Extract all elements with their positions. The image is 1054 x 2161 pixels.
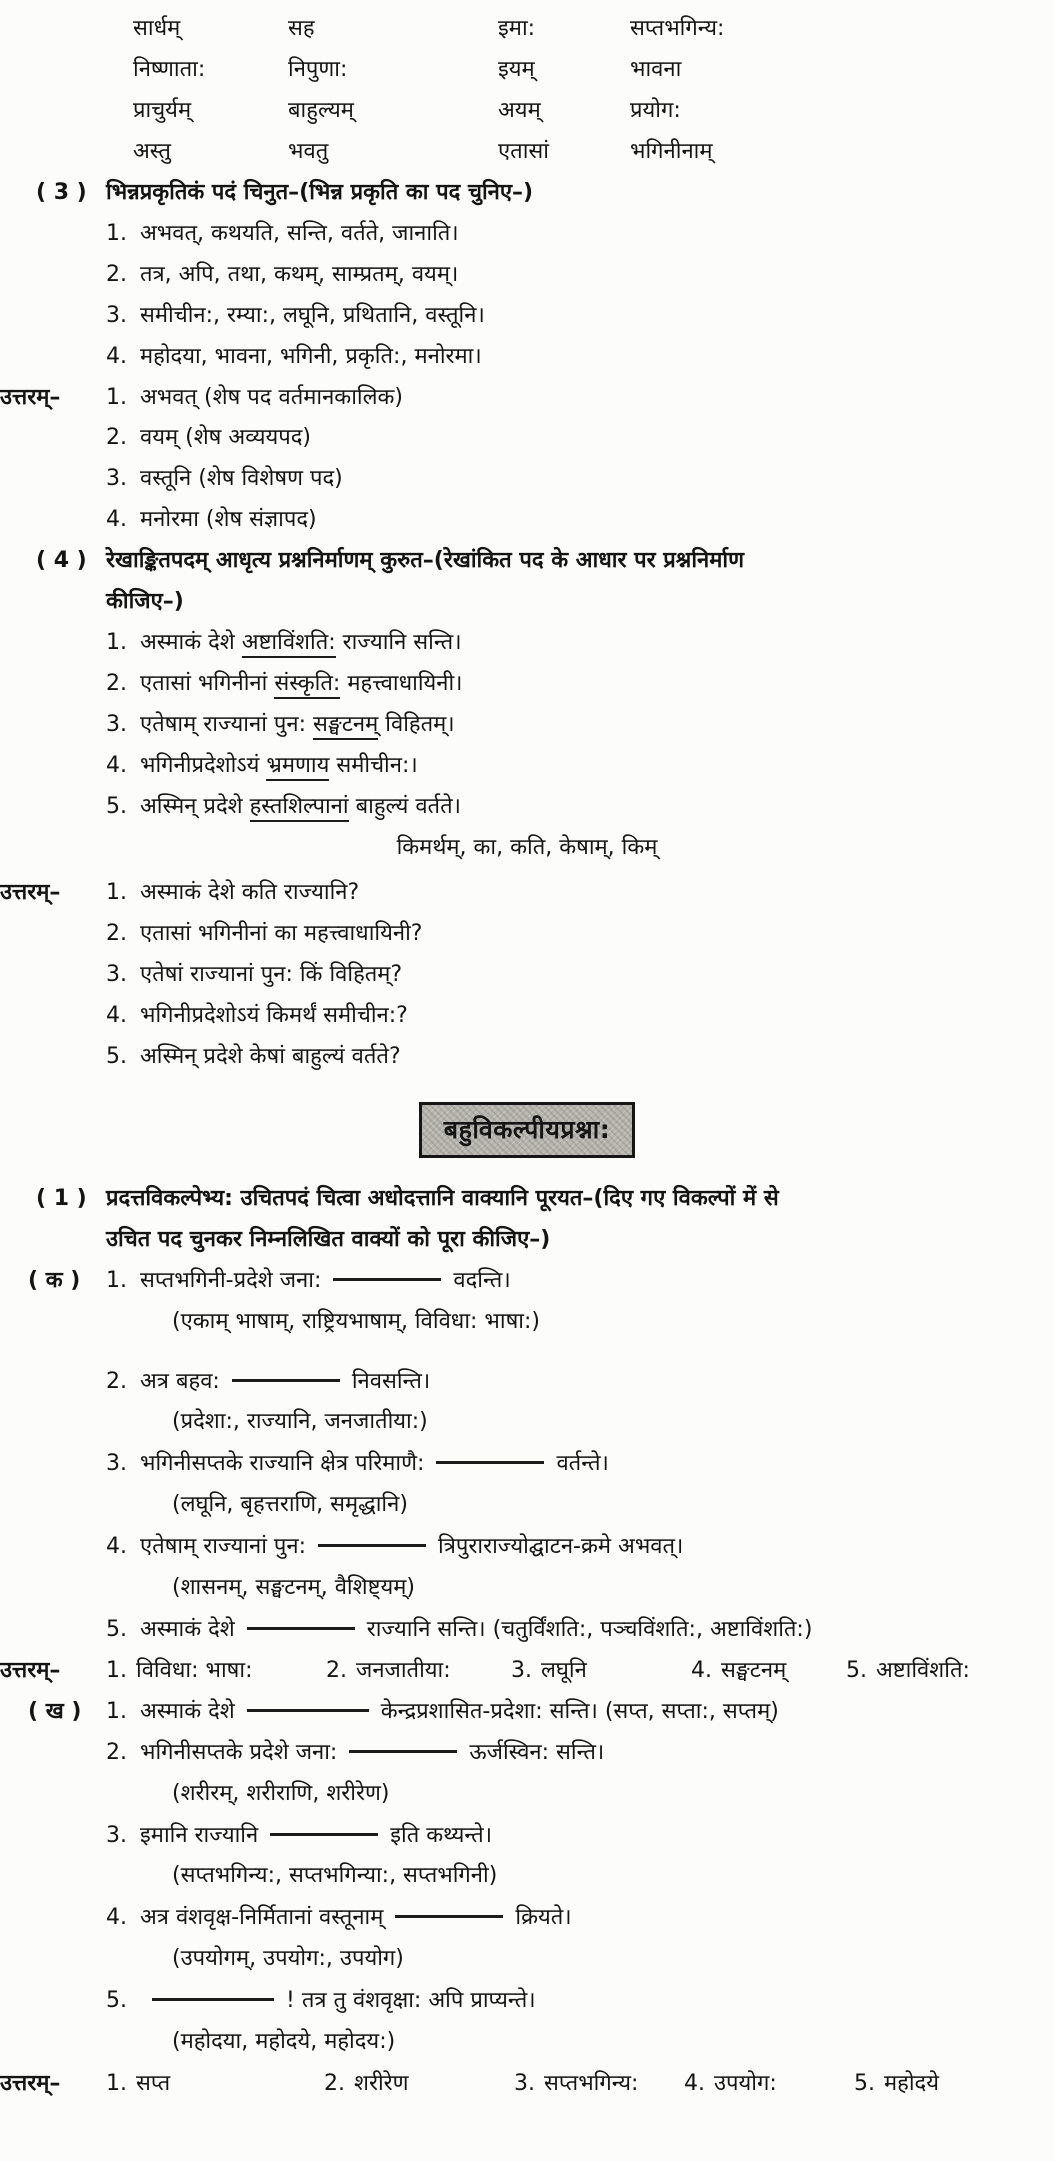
item-number: 1. (106, 1267, 127, 1293)
vocab-cell: अस्तु (133, 138, 171, 164)
answer-text: वयम् (शेष अव्ययपद) (140, 425, 312, 451)
answer-item: 4. सङ्घटनम् (691, 1657, 787, 1683)
item-text: अभवत्, कथयति, सन्ति, वर्तते, जानाति। (140, 220, 459, 246)
item-text: अस्माकं देशे राज्यानि सन्ति। (चतुर्विंशति:, पञ्चविंशति:, अष्टाविंशति:) (140, 1617, 813, 1642)
vocab-cell: सप्तभगिन्य: (630, 15, 725, 41)
answer-text: अस्मिन् प्रदेशे केषां बाहुल्यं वर्तते? (140, 1044, 401, 1070)
mcq-section-banner: बहुविकल्पीयप्रश्ना: (419, 1102, 635, 1158)
exercise-1-heading-cont: उचित पद चुनकर निम्नलिखित वाक्यों को पूरा कीजिए–) (106, 1226, 551, 1252)
item-text: भगिनीप्रदेशोऽयं भ्रमणाय समीचीन:। (140, 751, 418, 781)
answer-item: 3. लघूनि (511, 1657, 587, 1683)
item-number: 4. (106, 1534, 127, 1560)
vocab-cell: निष्णाता: (133, 56, 206, 82)
fill-blank (395, 1915, 503, 1918)
exercise-3-item (0, 342, 1054, 372)
item-number: 1. (106, 220, 127, 246)
exercise-4-answer (0, 1001, 1054, 1031)
vocab-cell: प्राचुर्यम् (133, 97, 192, 123)
item-number: 4. (106, 752, 127, 778)
exercise-3-item (0, 219, 1054, 249)
exercise-4-answer (0, 1042, 1054, 1072)
vocab-cell: प्रयोग: (630, 97, 681, 123)
item-text: एतेषाम् राज्यानां पुन: त्रिपुराराज्योद्घाटन-क्रमे अभवत्। (140, 1534, 684, 1560)
item-number: 1. (106, 629, 127, 655)
item-text: अस्माकं देशे केन्द्रप्रशासित-प्रदेशा: सन्ति। (सप्त, सप्ता:, सप्तम्) (140, 1698, 779, 1724)
answer-item: 2. शरीरेण (324, 2070, 409, 2096)
group-kha-item (0, 1986, 1054, 2016)
exercise-3-answer (0, 383, 1054, 413)
options-text: (उपयोगम्, उपयोग:, उपयोग) (172, 1946, 404, 1972)
group-ka-item (0, 1615, 1054, 1645)
fill-blank (152, 1998, 274, 2001)
options-text: (शासनम्, सङ्घटनम्, वैशिष्ट्यम्) (172, 1575, 415, 1601)
exercise-4-answer (0, 878, 1054, 908)
fill-blank (247, 1627, 355, 1630)
item-number: 5. (106, 1988, 127, 2014)
exercise-4-item (0, 751, 1054, 781)
exercise-4-item (0, 792, 1054, 822)
item-text: भगिनीसप्तके राज्यानि क्षेत्र परिमाणै: वर्तन्ते। (140, 1451, 609, 1477)
group-kha-item (0, 1821, 1054, 1851)
item-text: ! तत्र तु वंशवृक्षा: अपि प्राप्यन्ते। (140, 1986, 536, 2016)
answer-item: 5. अष्टाविंशति: (846, 1657, 970, 1683)
item-number: 2. (106, 921, 127, 947)
answer-text: अभवत् (शेष पद वर्तमानकालिक) (140, 384, 403, 410)
item-text: अस्मिन् प्रदेशे हस्तशिल्पानां बाहुल्यं वर्तते। (140, 792, 461, 822)
vocab-cell: बाहुल्यम् (288, 97, 354, 123)
answer-item: 1. सप्त (106, 2070, 171, 2096)
options-text: (प्रदेशा:, राज्यानि, जनजातीया:) (172, 1409, 428, 1435)
item-number: 2. (106, 1739, 127, 1765)
group-kha-item (0, 1738, 1054, 1768)
answer-item: 3. सप्तभगिन्य: (514, 2070, 639, 2096)
exercise-3-answer (0, 505, 1054, 535)
mcq-section-banner-wrap (0, 1102, 1054, 1158)
vocab-cell: निपुणा: (288, 56, 348, 82)
answer-label: उत्तरम्– (0, 1657, 61, 1683)
item-number: 3. (106, 1822, 127, 1848)
exercise-4-answer (0, 919, 1054, 949)
vocab-cell: भावना (630, 56, 682, 82)
exercise-4-heading-cont: कीजिए–) (106, 589, 184, 615)
vocab-cell: इमा: (498, 15, 536, 41)
item-text: एतेषाम् राज्यानां पुन: सङ्घटनम् विहितम्। (140, 710, 455, 740)
item-number: 5. (106, 1044, 127, 1070)
vocab-row (0, 90, 1054, 131)
exercise-heading-text: प्रदत्तविकल्पेभ्य: उचितपदं चित्वा अधोदत्तानि वाक्यानि पूरयत–(दिए गए विकल्पों में से (106, 1185, 779, 1211)
group-label: ( क ) (28, 1267, 81, 1293)
exercise-heading-text: भिन्नप्रकृतिकं पदं चिनुत–(भिन्न प्रकृति का पद चुनिए–) (106, 180, 534, 205)
group-ka-item (0, 1367, 1054, 1397)
item-number: 2. (106, 1368, 127, 1394)
item-number: 3. (106, 1451, 127, 1477)
group-ka-item (0, 1449, 1054, 1479)
item-number: 3. (106, 711, 127, 737)
answer-item: 1. विविधा: भाषा: (106, 1657, 253, 1683)
fill-blank (270, 1833, 378, 1836)
item-number: 2. (106, 670, 127, 696)
answer-label: उत्तरम्– (0, 384, 61, 410)
item-number: 1. (106, 880, 127, 906)
item-text: अत्र वंशवृक्ष-निर्मितानां वस्तूनाम् क्रियते। (140, 1905, 572, 1931)
vocab-cell: सह (288, 15, 315, 41)
item-text: अस्माकं देशे अष्टाविंशति: राज्यानि सन्ति। (140, 628, 462, 658)
item-text: तत्र, अपि, तथा, कथम्, साम्प्रतम्, वयम्। (140, 261, 459, 287)
options-text: (लघूनि, बृहत्तराणि, समृद्धानि) (172, 1492, 408, 1518)
answer-item: 2. जनजातीया: (326, 1657, 451, 1683)
question-words-hint: किमर्थम्, का, कति, केषाम्, किम् (396, 834, 658, 860)
options-text: (शरीरम्, शरीराणि, शरीरेण) (172, 1780, 390, 1806)
vocab-cell: अयम् (498, 97, 541, 123)
item-number: 4. (106, 1003, 127, 1029)
item-text: समीचीन:, रम्या:, लघूनि, प्रथितानि, वस्तूनि। (140, 302, 485, 328)
fill-blank (436, 1461, 544, 1464)
item-number: 4. (106, 1905, 127, 1931)
group-ka-answers (0, 1656, 1054, 1686)
item-number: 3. (106, 962, 127, 988)
group-ka-item (0, 1266, 1054, 1296)
item-number: 4. (106, 507, 127, 533)
exercise-4-heading (0, 546, 1054, 576)
vocab-cell: एतासां (498, 138, 549, 164)
exercise-4-item (0, 710, 1054, 740)
item-number: 1. (106, 1698, 127, 1724)
answer-item: 5. महोदये (854, 2070, 939, 2096)
fill-blank (333, 1278, 441, 1281)
item-number: 3. (106, 466, 127, 492)
fill-blank (318, 1544, 426, 1547)
answer-text: अस्माकं देशे कति राज्यानि? (140, 880, 360, 906)
item-text: अत्र बहव: निवसन्ति। (140, 1368, 431, 1394)
answer-label: उत्तरम्– (0, 880, 61, 906)
fill-blank (349, 1750, 457, 1753)
underlined-word: भ्रमणाय (266, 753, 329, 781)
vocab-row (0, 131, 1054, 172)
exercise-number: ( 1 ) (36, 1185, 87, 1211)
item-number: 2. (106, 261, 127, 287)
exercise-4-item (0, 628, 1054, 658)
vocab-cell: भगिनीनाम् (630, 138, 713, 164)
group-kha-item (0, 1697, 1054, 1727)
underlined-word: संस्कृति: (274, 671, 340, 699)
group-label: ( ख ) (28, 1698, 82, 1724)
item-number: 5. (106, 1617, 127, 1642)
fill-blank (247, 1709, 369, 1712)
exercise-3-heading (0, 178, 1054, 208)
item-number: 2. (106, 425, 127, 451)
item-number: 4. (106, 343, 127, 369)
exercise-number: ( 4 ) (36, 548, 87, 574)
answer-label: उत्तरम्– (0, 2070, 61, 2096)
vocab-table (0, 8, 1054, 172)
answer-text: वस्तूनि (शेष विशेषण पद) (140, 466, 343, 492)
exercise-3-answer (0, 423, 1054, 453)
vocab-cell: इयम् (498, 56, 535, 82)
vocab-row (0, 49, 1054, 90)
answer-text: मनोरमा (शेष संज्ञापद) (140, 507, 317, 533)
exercise-4-answer (0, 960, 1054, 990)
item-text: एतासां भगिनीनां संस्कृति: महत्त्वाधायिनी। (140, 669, 463, 699)
answer-text: भगिनीप्रदेशोऽयं किमर्थं समीचीन:? (140, 1003, 408, 1029)
options-text: (सप्तभगिन्य:, सप्तभगिन्या:, सप्तभगिनी) (172, 1863, 498, 1889)
item-number: 3. (106, 302, 127, 328)
vocab-cell: सार्धम् (133, 15, 181, 41)
item-number: 1. (106, 384, 127, 410)
item-text: इमानि राज्यानि इति कथ्यन्ते। (140, 1822, 493, 1848)
exercise-3-answer (0, 464, 1054, 494)
options-text: (महोदया, महोदये, महोदय:) (172, 2029, 396, 2055)
exercise-1-heading (0, 1184, 1054, 1214)
exercise-heading-text: रेखाङ्कितपदम् आधृत्य प्रश्ननिर्माणम् कुरुत–(रेखांकित पद के आधार पर प्रश्ननिर्माण (106, 548, 745, 574)
answer-text: एतासां भगिनीनां का महत्त्वाधायिनी? (140, 921, 423, 947)
group-ka-item (0, 1532, 1054, 1562)
vocab-row (0, 8, 1054, 49)
exercise-3-item (0, 260, 1054, 290)
answer-text: एतेषां राज्यानां पुन: किं विहितम्? (140, 962, 403, 988)
underlined-word: अष्टाविंशति: (242, 630, 336, 658)
exercise-number: ( 3 ) (36, 180, 87, 205)
item-text: भगिनीसप्तके प्रदेशे जना: ऊर्जस्विन: सन्ति। (140, 1739, 605, 1765)
exercise-3-item (0, 301, 1054, 331)
exercise-4-item (0, 669, 1054, 699)
options-text: (एकाम् भाषाम्, राष्ट्रियभाषाम्, विविधा: भाषा:) (172, 1308, 541, 1334)
vocab-cell: भवतु (288, 138, 329, 164)
item-text: सप्तभगिनी-प्रदेशे जना: वदन्ति। (140, 1267, 511, 1293)
group-kha-answers (0, 2069, 1054, 2099)
group-kha-item (0, 1903, 1054, 1933)
item-text: महोदया, भावना, भगिनी, प्रकृति:, मनोरमा। (140, 343, 482, 369)
underlined-word: सङ्घटनम् (313, 712, 378, 740)
fill-blank (232, 1379, 340, 1382)
underlined-word: हस्तशिल्पानां (250, 794, 349, 822)
answer-item: 4. उपयोग: (684, 2070, 777, 2096)
item-number: 5. (106, 793, 127, 819)
